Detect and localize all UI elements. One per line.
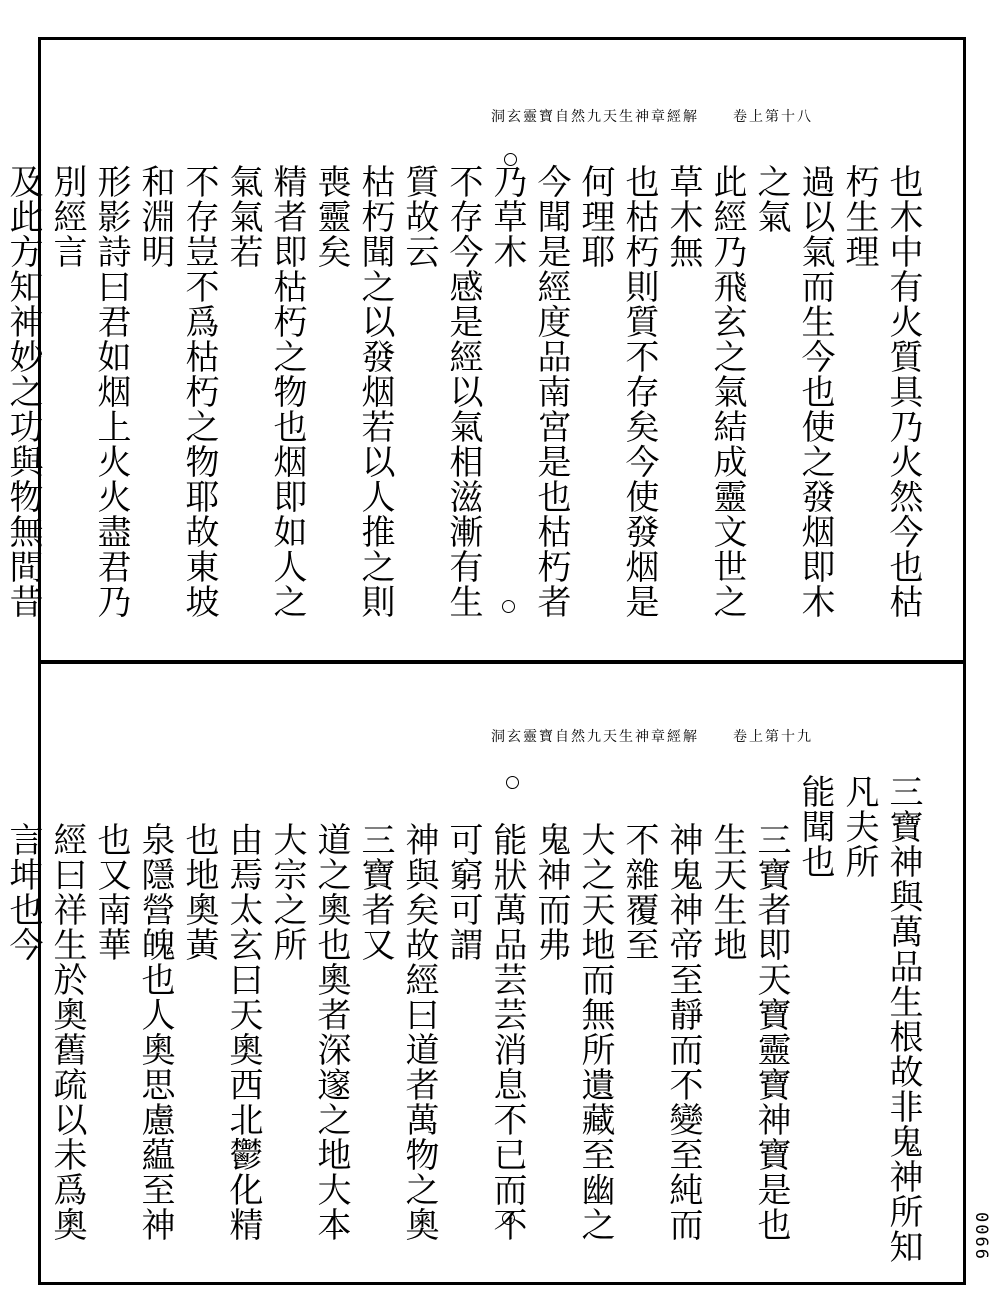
text-column: 泉隱營魄也人奧思慮藴至神也又南華: [91, 822, 175, 1242]
text-column: 此經乃飛玄之氣結成靈文世之草木無: [663, 164, 747, 619]
page-number: 0066: [971, 1212, 991, 1261]
text-column: 經曰祥生於奧舊疏以未爲奧言坤也今: [3, 822, 87, 1242]
text-column: [0, 774, 1, 1269]
bottom-panel: [3, 664, 963, 1282]
text-column: 不存豈不爲枯朽之物耶故東坡和淵明: [135, 164, 219, 619]
text-column: 枯朽聞之以發烟若以人推之則喪靈矣: [311, 164, 395, 619]
text-column: 也枯朽則質不存矣今使發烟是何理耶: [575, 164, 659, 619]
top-header-title: 洞玄靈寶自然九天生神章經解: [491, 109, 699, 125]
text-column: 也木中有火質具乃火然今也枯朽生理: [839, 164, 923, 619]
top-running-header: [491, 106, 813, 126]
text-column: 道之奧也奧者深邃之地大本大宗之所: [267, 822, 351, 1242]
text-column: 由焉太玄曰天奧西北鬱化精也地奧黃: [179, 822, 263, 1242]
text-column: 神與矣故經曰道者萬物之奧三寶者又: [355, 822, 439, 1242]
text-column: 三寶神與萬品生根故非鬼神所知凡夫所: [839, 774, 923, 1264]
top-body-text: [3, 164, 925, 644]
text-column: 三寶者即天寶靈寶神寶是也生天生地: [707, 822, 791, 1242]
bottom-running-header: [491, 726, 813, 746]
text-column: 能聞也: [795, 774, 835, 879]
text-column: 不存今感是經以氣相滋漸有生質故云: [399, 164, 483, 619]
top-panel: [3, 40, 963, 660]
text-column: 神鬼神帝至靜而不變至純而不雜覆至: [619, 822, 703, 1242]
bottom-body-text: [3, 774, 925, 1269]
text-column: 能狀萬品芸芸消息不已而不可窮可謂: [443, 822, 527, 1242]
text-column: 大之天地而無所遺藏至幽之鬼神而弗: [531, 822, 615, 1242]
text-column: 形影詩曰君如烟上火火盡君乃別經言: [47, 164, 131, 619]
top-header-volume: 卷上第十八: [733, 109, 813, 125]
text-column: 精者即枯朽之物也烟即如人之氣氣若: [223, 164, 307, 619]
text-column: 及此方知神妙之功與物無間昔: [3, 164, 43, 619]
bottom-header-volume: 卷上第十九: [733, 729, 813, 745]
bottom-header-title: 洞玄靈寶自然九天生神章經解: [491, 729, 699, 745]
text-column: 過以氣而生今也使之發烟即木之氣: [751, 164, 835, 619]
text-column: 今聞是經度品南宮是也枯朽者乃草木: [487, 164, 571, 619]
